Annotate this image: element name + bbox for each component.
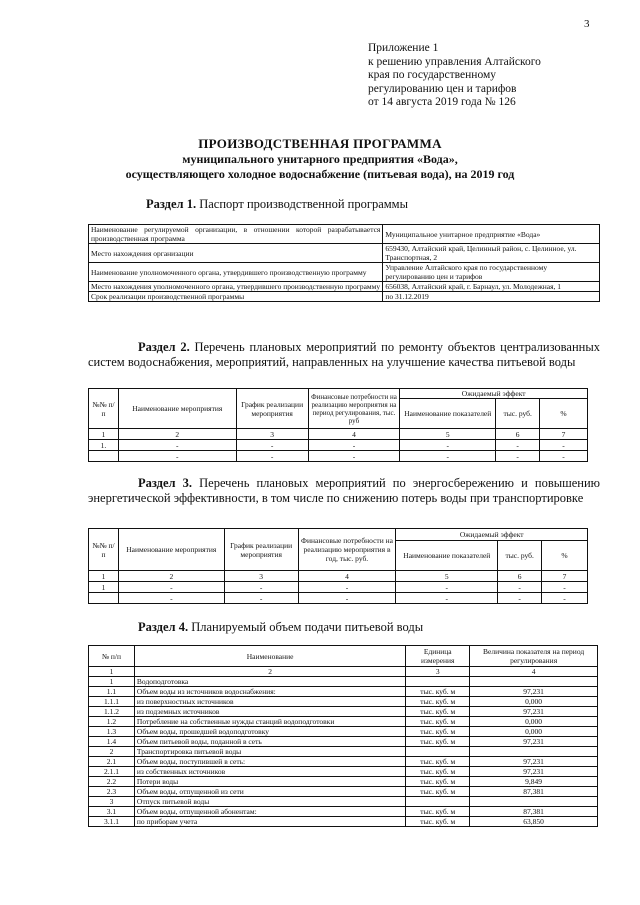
appendix-block — [368, 42, 628, 110]
table-row — [89, 797, 598, 807]
header-cell: Наименование показателей — [400, 399, 496, 429]
header-cell: Финансовые потребности на реализацию мероприятия на период регулирования, тыс. руб — [308, 389, 400, 429]
table-cell: 5 — [396, 571, 498, 582]
table-cell — [406, 797, 470, 807]
table-cell: - — [400, 451, 496, 462]
table-cell: 6 — [496, 429, 540, 440]
header-cell: Ожидаемый эффект — [400, 389, 588, 399]
table-cell: 1.1 — [89, 687, 135, 697]
table-row — [89, 777, 598, 787]
table-cell: Потери воды — [134, 777, 405, 787]
table-cell: 3.1 — [89, 807, 135, 817]
table-cell: 1.1.2 — [89, 707, 135, 717]
section3-label: Раздел 3. — [138, 476, 193, 490]
table-cell: - — [542, 593, 588, 604]
table-cell: Место нахождения уполномоченного органа, утвердившего производственную программу — [89, 282, 383, 292]
header-cell: №№ п/п — [89, 389, 119, 429]
table-cell: 4 — [298, 571, 396, 582]
table-cell: 2 — [118, 429, 236, 440]
table-cell: тыс. куб. м — [406, 807, 470, 817]
table-cell: - — [224, 593, 298, 604]
table-cell: 2.3 — [89, 787, 135, 797]
appendix-line: к решению управления Алтайского — [368, 55, 541, 68]
table-cell: 1.1.1 — [89, 697, 135, 707]
table-cell — [89, 593, 119, 604]
header-cell: Наименование показателей — [396, 541, 498, 571]
table-cell: 3.1.1 — [89, 817, 135, 827]
table-cell: 2.2 — [89, 777, 135, 787]
header-cell: тыс. руб. — [498, 541, 542, 571]
section4-heading — [138, 620, 423, 635]
table-cell: - — [236, 440, 308, 451]
table-cell: - — [542, 582, 588, 593]
table-cell: 4 — [308, 429, 400, 440]
table-row — [89, 440, 588, 451]
table-cell: - — [118, 582, 224, 593]
table-row — [89, 451, 588, 462]
table-cell: 97,231 — [470, 737, 598, 747]
table-cell: 0,000 — [470, 727, 598, 737]
table-cell: Транспортировка питьевой воды — [134, 747, 405, 757]
table-cell: Объем воды, отпущенной абонентам: — [134, 807, 405, 817]
document-subtitle-2: осуществляющего холодное водоснабжение (питьевая вода), на 2019 год — [125, 167, 515, 181]
table-cell: - — [224, 582, 298, 593]
section4-label: Раздел 4. — [138, 620, 189, 634]
table-header-row — [89, 389, 588, 399]
header-cell: Величина показателя на период регулирования — [470, 646, 598, 667]
appendix-line: Приложение 1 — [368, 42, 439, 54]
table-row — [89, 747, 598, 757]
table-cell — [406, 677, 470, 687]
table-cell: 3 — [236, 429, 308, 440]
table-cell: 2.1.1 — [89, 767, 135, 777]
header-cell: Единица измерения — [406, 646, 470, 667]
table-cell: 1 — [89, 667, 135, 677]
table-cell — [470, 677, 598, 687]
table-cell: - — [396, 582, 498, 593]
table-cell — [470, 797, 598, 807]
table-cell: - — [400, 440, 496, 451]
table-cell: тыс. куб. м — [406, 687, 470, 697]
table-cell: тыс. куб. м — [406, 717, 470, 727]
appendix-line: регулированию цен и тарифов — [368, 82, 517, 95]
header-cell: Финансовые потребности на реализацию мероприятия в год, тыс. руб. — [298, 529, 396, 571]
table-cell: Место нахождения организации — [89, 244, 383, 263]
table-row — [89, 717, 598, 727]
table-cell: 1 — [89, 429, 119, 440]
table-cell: - — [498, 593, 542, 604]
table-cell: Отпуск питьевой воды — [134, 797, 405, 807]
table-cell: 2 — [89, 747, 135, 757]
header-cell: №№ п/п — [89, 529, 119, 571]
table-cell: - — [118, 593, 224, 604]
table-cell: 97,231 — [470, 767, 598, 777]
table-cell: из собственных источников — [134, 767, 405, 777]
table-cell: 5 — [400, 429, 496, 440]
table-cell: тыс. куб. м — [406, 817, 470, 827]
table-cell: 656038, Алтайский край, г. Барнаул, ул. Молодежная, 1 — [383, 282, 600, 292]
table-row — [89, 687, 598, 697]
header-cell: График реализации мероприятия — [224, 529, 298, 571]
table-cell: Водоподготовка — [134, 677, 405, 687]
table-cell: тыс. куб. м — [406, 787, 470, 797]
table-cell: тыс. куб. м — [406, 767, 470, 777]
table-cell: - — [298, 582, 396, 593]
table-row — [89, 707, 598, 717]
table-cell: - — [236, 451, 308, 462]
table-row — [89, 225, 600, 244]
table-row — [89, 244, 600, 263]
table-cell: Объем воды, отпущенной из сети — [134, 787, 405, 797]
table-row — [89, 571, 588, 582]
section3-title: Перечень плановых мероприятий по энергосбережению и повышению энергетической эффективности, в том числе по снижению потерь воды при транспортировке — [88, 476, 601, 505]
table-cell: 9,849 — [470, 777, 598, 787]
table-cell: 1 — [89, 582, 119, 593]
table-cell: 0,000 — [470, 717, 598, 727]
header-cell: % — [542, 541, 588, 571]
table-cell: тыс. куб. м — [406, 757, 470, 767]
table-cell: - — [308, 451, 400, 462]
table-row — [89, 697, 598, 707]
table-cell: Объем воды из источников водоснабжения: — [134, 687, 405, 697]
table-cell: 7 — [540, 429, 588, 440]
table-cell — [406, 747, 470, 757]
table-cell: по приборам учета — [134, 817, 405, 827]
table-cell: Потребление на собственные нужды станций водоподготовки — [134, 717, 405, 727]
table-row — [89, 737, 598, 747]
table-cell: Объем воды, поступившей в сеть: — [134, 757, 405, 767]
table-cell: из подземных источников — [134, 707, 405, 717]
section1-heading — [146, 197, 408, 212]
table-cell: - — [396, 593, 498, 604]
table-row — [89, 282, 600, 292]
table-cell: Муниципальное унитарное предприятие «Вода» — [383, 225, 600, 244]
table-cell: - — [540, 451, 588, 462]
table-row — [89, 807, 598, 817]
table-cell: 1.3 — [89, 727, 135, 737]
table-row — [89, 817, 598, 827]
table-cell: 1.4 — [89, 737, 135, 747]
header-cell: Наименование мероприятия — [118, 529, 224, 571]
table-cell: - — [308, 440, 400, 451]
table-cell: 97,231 — [470, 707, 598, 717]
table-cell: Объем питьевой воды, поданной в сеть — [134, 737, 405, 747]
table-cell: 7 — [542, 571, 588, 582]
table-cell: Срок реализации производственной программы — [89, 292, 383, 302]
table-row — [89, 667, 598, 677]
section1-title: Паспорт производственной программы — [199, 197, 408, 211]
table-cell: тыс. куб. м — [406, 707, 470, 717]
table-cell: 3 — [89, 797, 135, 807]
table-row — [89, 757, 598, 767]
table-row — [89, 787, 598, 797]
table-cell: - — [118, 440, 236, 451]
table-cell: - — [496, 451, 540, 462]
table-cell: - — [540, 440, 588, 451]
table-cell: 3 — [406, 667, 470, 677]
table-cell: тыс. куб. м — [406, 777, 470, 787]
table-cell: 0,000 — [470, 697, 598, 707]
table-cell: 1 — [89, 571, 119, 582]
table-cell: - — [496, 440, 540, 451]
table-cell: - — [298, 593, 396, 604]
section2-table — [88, 388, 588, 462]
table-row — [89, 593, 588, 604]
table-cell: 2 — [134, 667, 405, 677]
table-cell: 659430, Алтайский край, Целинный район, с. Целинное, ул. Транспортная, 2 — [383, 244, 600, 263]
table-row — [89, 767, 598, 777]
appendix-line: от 14 августа 2019 года № 126 — [368, 96, 516, 108]
table-cell: 4 — [470, 667, 598, 677]
appendix-line: края по государственному — [368, 69, 496, 81]
table-cell: из поверхностных источников — [134, 697, 405, 707]
header-cell: Наименование — [134, 646, 405, 667]
table-cell: тыс. куб. м — [406, 697, 470, 707]
header-cell: № п/п — [89, 646, 135, 667]
header-cell: Ожидаемый эффект — [396, 529, 588, 541]
section2-label: Раздел 2. — [138, 340, 190, 354]
table-row — [89, 292, 600, 302]
section3-table — [88, 528, 588, 604]
table-cell: Объем воды, прошедшей водоподготовку — [134, 727, 405, 737]
table-cell: по 31.12.2019 — [383, 292, 600, 302]
section1-label: Раздел 1. — [146, 197, 197, 211]
table-cell — [470, 747, 598, 757]
section4-title: Планируемый объем подачи питьевой воды — [191, 620, 424, 634]
table-header-row — [89, 646, 598, 667]
section3-heading — [88, 476, 600, 506]
table-cell: тыс. куб. м — [406, 737, 470, 747]
table-row — [89, 582, 588, 593]
table-cell: 63,850 — [470, 817, 598, 827]
header-cell: График реализации мероприятия — [236, 389, 308, 429]
table-cell: 97,231 — [470, 687, 598, 697]
table-row — [89, 429, 588, 440]
table-cell: 1.2 — [89, 717, 135, 727]
document-title: ПРОИЗВОДСТВЕННАЯ ПРОГРАММА — [198, 136, 442, 151]
table-cell: 2.1 — [89, 757, 135, 767]
header-cell: тыс. руб. — [496, 399, 540, 429]
section2-heading — [88, 340, 600, 370]
table-cell: 2 — [118, 571, 224, 582]
table-cell: Управление Алтайского края по государственному регулированию цен и тарифов — [383, 263, 600, 282]
table-row — [89, 263, 600, 282]
table-cell: - — [498, 582, 542, 593]
table-header-row — [89, 529, 588, 541]
table-cell: Наименование уполномоченного органа, утвердившего производственную программу — [89, 263, 383, 282]
header-cell: % — [540, 399, 588, 429]
table-cell: 97,231 — [470, 757, 598, 767]
table-cell — [89, 451, 119, 462]
table-cell: 3 — [224, 571, 298, 582]
table-cell: 87,381 — [470, 787, 598, 797]
passport-table — [88, 224, 600, 302]
document-subtitle: муниципального унитарного предприятия «Вода», — [182, 152, 458, 166]
page-number: 3 — [584, 18, 590, 30]
table-cell: 6 — [498, 571, 542, 582]
table-cell: 87,381 — [470, 807, 598, 817]
table-cell: тыс. куб. м — [406, 727, 470, 737]
section2-title: Перечень плановых мероприятий по ремонту объектов централизованных систем водоснабжения, мероприятий, направленных на улучшение качества питьевой воды — [88, 340, 600, 369]
table-row — [89, 727, 598, 737]
table-cell: - — [118, 451, 236, 462]
table-cell: 1 — [89, 677, 135, 687]
table-cell: 1. — [89, 440, 119, 451]
table-cell: Наименование регулируемой организации, в отношении которой разрабатывается производственная программа — [89, 225, 383, 244]
water-volume-table — [88, 645, 598, 827]
header-cell: Наименование мероприятия — [118, 389, 236, 429]
table-row — [89, 677, 598, 687]
